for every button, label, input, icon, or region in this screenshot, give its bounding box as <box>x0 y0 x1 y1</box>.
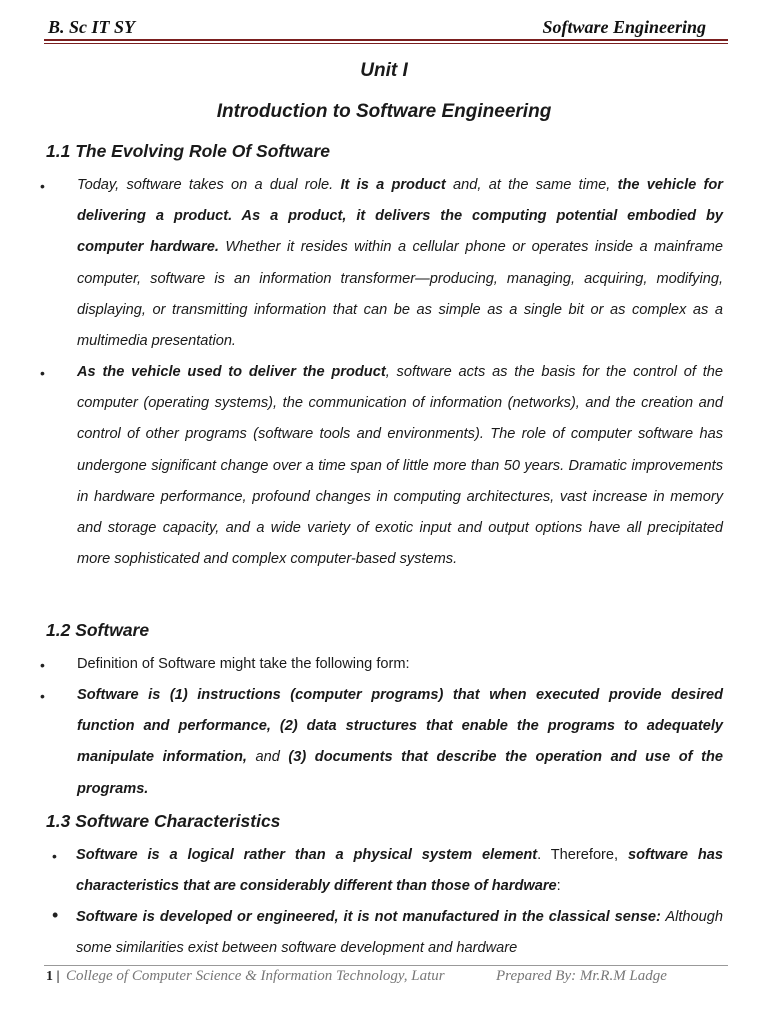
paragraph-logical-element <box>76 840 723 902</box>
bold-run: As the vehicle used to deliver the product <box>77 364 386 380</box>
page-number: 1 | <box>46 969 60 984</box>
bold-run: software has characteristics that are considerably different than those of hardware <box>76 847 723 895</box>
bold-run: Software is (1) instructions (computer programs) that when executed provide desired function and performance, (2) data structures that enable the programs to adequately manipulate information, <box>77 687 723 766</box>
paragraph-vehicle <box>77 357 723 575</box>
paragraph-dual-role <box>77 170 723 357</box>
text-run: Whether it resides within a cellular phone or operates inside a mainframe computer, software is an information transformer—producing, managing, acquiring, modifying, displaying, or transmitting information that can be as simple as a single bit or as complex as a multimedia presentation. <box>77 239 723 350</box>
text-run: Today, software takes on a dual role. <box>77 177 341 193</box>
paragraph-definition-intro: Definition of Software might take the following form: <box>77 656 410 672</box>
footer-author: Prepared By: Mr.R.M Ladge <box>496 968 667 984</box>
text-run: , software acts as the basis for the control of the computer (operating systems), the communication of information (networks), and the creation and control of other programs (software tools and environments). The role of computer software has undergone significant change over a time span of little more than 50 years. Dramatic improvements in hardware performance, profound changes in computing architectures, vast increase in memory and storage capacity, and a wide variety of exotic input and output options have all precipitated more sophisticated and complex computer-based systems. <box>77 364 723 568</box>
bold-run: It is a product <box>340 177 446 193</box>
bullet-marker: • <box>40 365 45 381</box>
footer-college: College of Computer Science & Information Technology, Latur <box>66 968 445 984</box>
bullet-marker: • <box>52 905 59 925</box>
bold-run: Software is a logical rather than a physical system element <box>76 847 538 863</box>
text-run: . Therefore, <box>537 847 628 863</box>
bold-run: Software is developed or engineered, it is not manufactured in the classical sense: <box>76 909 661 925</box>
section-heading-1-1: 1.1 The Evolving Role Of Software <box>46 141 330 161</box>
bullet-marker: • <box>40 688 45 704</box>
section-heading-1-3: 1.3 Software Characteristics <box>46 811 281 831</box>
paragraph-engineered <box>76 902 723 964</box>
unit-heading: Unit I <box>360 60 408 81</box>
header-subject: Software Engineering <box>542 17 706 37</box>
text-run: : <box>556 878 561 895</box>
header-rule <box>44 39 728 41</box>
footer-rule <box>44 965 728 966</box>
header-rule-thin <box>44 43 728 44</box>
bullet-marker: • <box>40 657 45 673</box>
bullet-marker: • <box>52 848 57 864</box>
chapter-title: Introduction to Software Engineering <box>216 101 552 122</box>
text-run: Although some similarities exist between software development and hardware <box>76 909 723 957</box>
text-run: and <box>246 749 289 766</box>
bold-run: the vehicle for delivering a product. As a product, it delivers the computing potential embodied by computer hardware. <box>77 177 723 256</box>
text-run: and, at the same time, <box>445 177 618 193</box>
header-course: B. Sc IT SY <box>48 17 136 37</box>
section-heading-1-2: 1.2 Software <box>46 620 150 640</box>
bullet-marker: • <box>40 178 45 194</box>
paragraph-definition <box>77 680 723 805</box>
bold-run: (3) documents that describe the operation and use of the programs. <box>77 749 723 797</box>
